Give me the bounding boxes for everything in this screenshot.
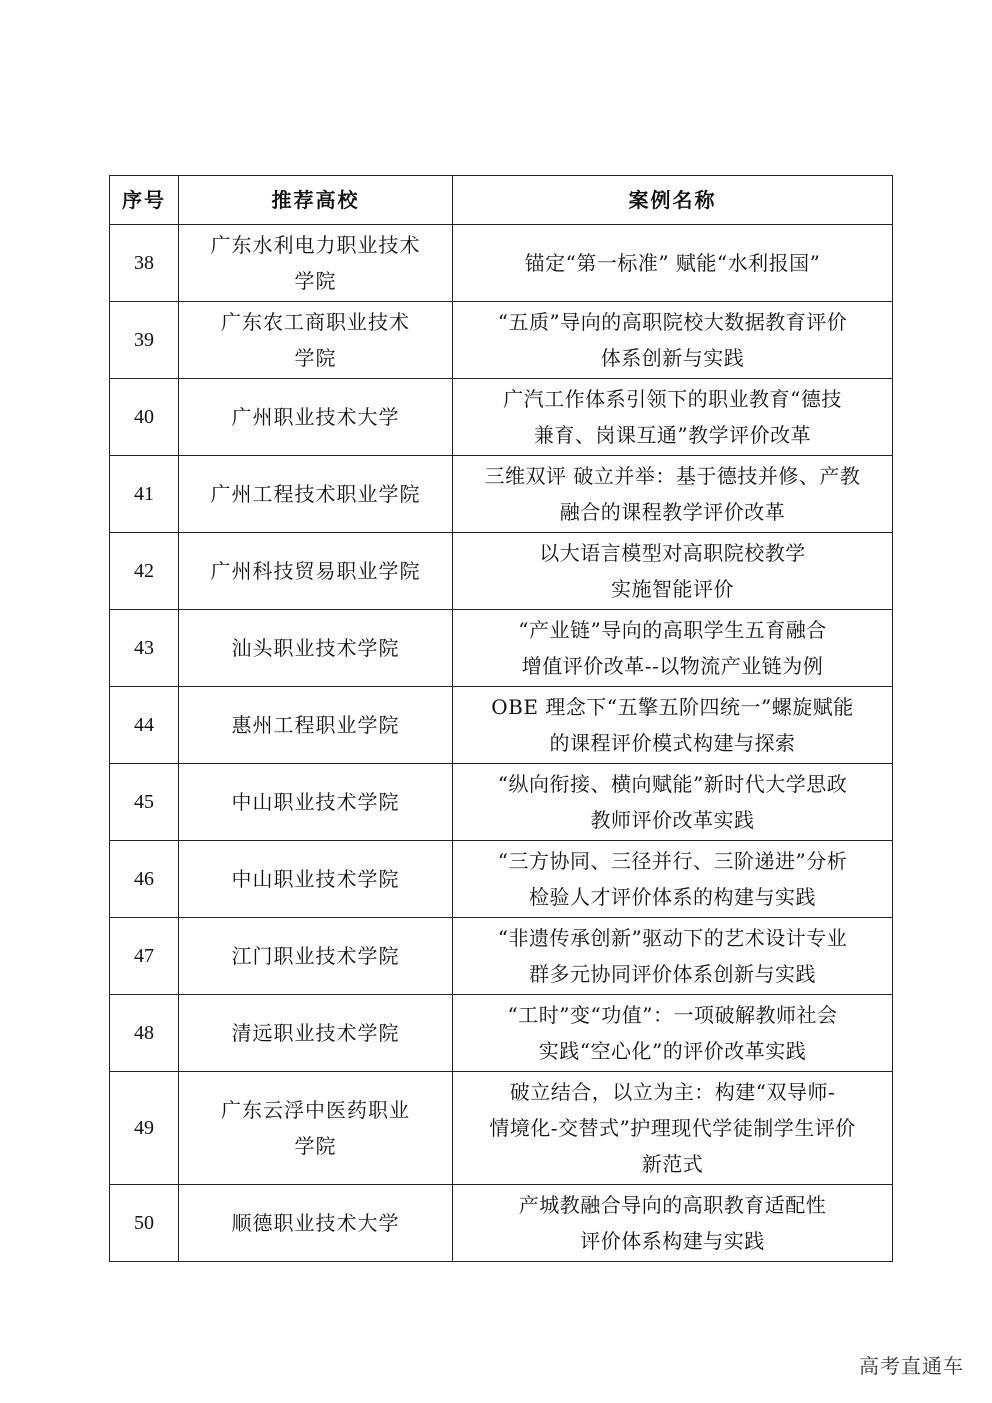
- table-row: [110, 456, 893, 533]
- case-name-line: 群多元协同评价体系创新与实践: [529, 962, 816, 986]
- row-school: [179, 687, 453, 764]
- row-index: 45: [110, 764, 179, 841]
- table-row: [110, 302, 893, 379]
- table-row: [110, 610, 893, 687]
- row-case-name: [453, 302, 893, 379]
- case-name-line: 教师评价改革实践: [590, 808, 755, 832]
- row-school: [179, 379, 453, 456]
- table-row: [110, 841, 893, 918]
- row-index: 50: [110, 1185, 179, 1262]
- row-case-name: [453, 379, 893, 456]
- row-case-name: [453, 533, 893, 610]
- row-school: [179, 995, 453, 1072]
- school-name-line: 中山职业技术学院: [231, 867, 400, 891]
- case-name-line: “非遗传承创新”驱动下的艺术设计专业: [497, 926, 848, 950]
- row-school: [179, 302, 453, 379]
- school-name-line: 学院: [294, 1134, 337, 1158]
- school-name-line: 广东水利电力职业技术: [210, 233, 421, 257]
- table-row: [110, 379, 893, 456]
- row-school: [179, 225, 453, 302]
- row-index: 40: [110, 379, 179, 456]
- row-school: [179, 610, 453, 687]
- watermark-text: 高考直通车: [859, 1354, 964, 1378]
- school-name-line: 广州职业技术大学: [231, 405, 400, 429]
- case-name-line: 以大语言模型对高职院校教学: [539, 541, 806, 565]
- row-case-name: [453, 1185, 893, 1262]
- case-name-line: 检验人才评价体系的构建与实践: [529, 885, 816, 909]
- row-index: 46: [110, 841, 179, 918]
- row-school: [179, 533, 453, 610]
- case-name-line: 实施智能评价: [611, 577, 734, 601]
- case-name-line: 锚定“第一标准” 赋能“水利报国”: [524, 251, 821, 275]
- row-case-name: [453, 841, 893, 918]
- case-name-line: “产业链”导向的高职学生五育融合: [518, 618, 827, 642]
- header-school: 推荐高校: [179, 176, 453, 225]
- table-body: [110, 225, 893, 1262]
- school-name-line: 江门职业技术学院: [231, 944, 400, 968]
- row-school: [179, 456, 453, 533]
- row-case-name: [453, 995, 893, 1072]
- row-index: 38: [110, 225, 179, 302]
- row-school: [179, 1072, 453, 1185]
- row-case-name: [453, 610, 893, 687]
- row-index: 47: [110, 918, 179, 995]
- case-name-line: 三维双评 破立并举：基于德技并修、产教: [484, 464, 861, 488]
- school-name-line: 广东云浮中医药职业: [221, 1098, 410, 1122]
- school-name-line: 广东农工商职业技术: [221, 310, 410, 334]
- row-index: 39: [110, 302, 179, 379]
- table-row: [110, 1185, 893, 1262]
- case-name-line: 新范式: [641, 1152, 704, 1176]
- table-row: [110, 1072, 893, 1185]
- recommendation-table: [109, 175, 893, 1262]
- case-name-line: 产城教融合导向的高职教育适配性: [518, 1193, 827, 1217]
- school-name-line: 清远职业技术学院: [231, 1021, 400, 1045]
- table-row: [110, 687, 893, 764]
- row-case-name: [453, 687, 893, 764]
- row-index: 42: [110, 533, 179, 610]
- case-name-line: 广汽工作体系引领下的职业教育“德技: [503, 387, 842, 411]
- row-index: 49: [110, 1072, 179, 1185]
- row-school: [179, 764, 453, 841]
- case-name-line: “三方协同、三径并行、三阶递进”分析: [497, 849, 848, 873]
- case-name-line: “工时”变“功值”：一项破解教师社会: [507, 1003, 838, 1027]
- case-name-line: “五质”导向的高职院校大数据教育评价: [497, 310, 848, 334]
- table-header-row: [110, 176, 893, 225]
- row-case-name: [453, 456, 893, 533]
- row-case-name: [453, 764, 893, 841]
- table-row: [110, 225, 893, 302]
- school-name-line: 广州工程技术职业学院: [210, 482, 421, 506]
- row-case-name: [453, 225, 893, 302]
- case-name-line: 增值评价改革--以物流产业链为例: [521, 654, 824, 678]
- header-index: 序号: [110, 176, 179, 225]
- row-school: [179, 841, 453, 918]
- school-name-line: 广州科技贸易职业学院: [210, 559, 421, 583]
- case-name-line: 的课程评价模式构建与探索: [549, 731, 796, 755]
- school-name-line: 顺德职业技术大学: [231, 1211, 400, 1235]
- school-name-line: 学院: [294, 346, 337, 370]
- row-index: 44: [110, 687, 179, 764]
- table-row: [110, 995, 893, 1072]
- case-name-line: 情境化-交替式”护理现代学徒制学生评价: [489, 1116, 856, 1140]
- table-row: [110, 764, 893, 841]
- table-row: [110, 533, 893, 610]
- case-name-line: 融合的课程教学评价改革: [559, 500, 786, 524]
- school-name-line: 中山职业技术学院: [231, 790, 400, 814]
- case-name-line: “纵向衔接、横向赋能”新时代大学思政: [497, 772, 848, 796]
- case-name-line: 破立结合，以立为主：构建“双导师-: [509, 1080, 836, 1104]
- row-case-name: [453, 1072, 893, 1185]
- row-school: [179, 918, 453, 995]
- row-case-name: [453, 918, 893, 995]
- row-index: 41: [110, 456, 179, 533]
- case-name-line: 体系创新与实践: [600, 346, 745, 370]
- row-school: [179, 1185, 453, 1262]
- school-name-line: 惠州工程职业学院: [231, 713, 400, 737]
- row-index: 48: [110, 995, 179, 1072]
- case-name-line: OBE 理念下“五擎五阶四统一”螺旋赋能: [491, 695, 854, 719]
- row-index: 43: [110, 610, 179, 687]
- school-name-line: 汕头职业技术学院: [231, 636, 400, 660]
- case-name-line: 评价体系构建与实践: [580, 1229, 765, 1253]
- table-row: [110, 918, 893, 995]
- case-name-line: 兼育、岗课互通”教学评价改革: [533, 423, 812, 447]
- school-name-line: 学院: [294, 269, 337, 293]
- case-name-line: 实践“空心化”的评价改革实践: [538, 1039, 807, 1063]
- header-case-name: 案例名称: [453, 176, 893, 225]
